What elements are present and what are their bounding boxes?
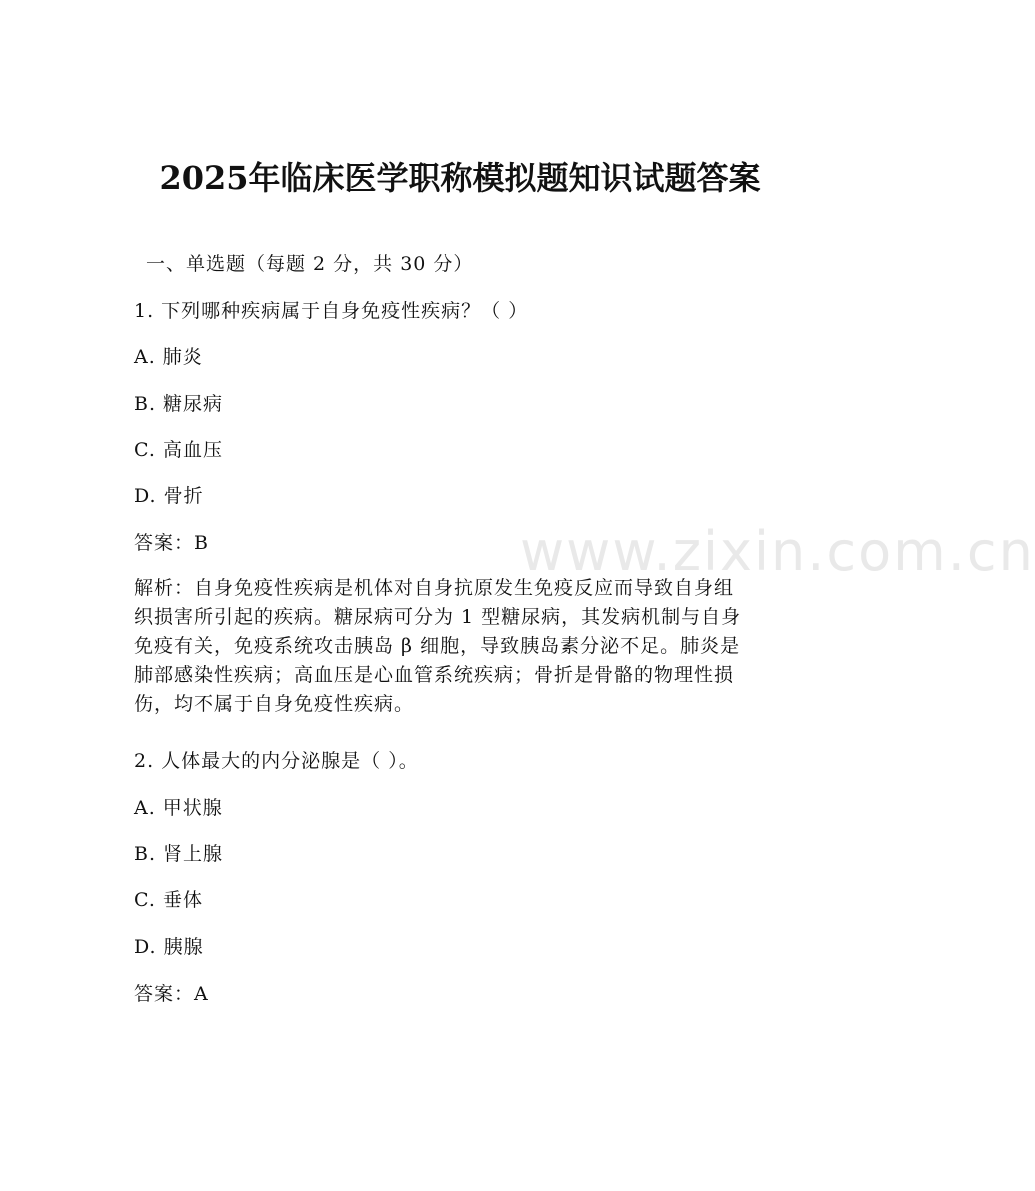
question-2-stem: 2. 人体最大的内分泌腺是（ ）。 (134, 750, 419, 772)
question-2-option-a: A. 甲状腺 (134, 797, 223, 819)
question-1-option-c: C. 高血压 (134, 439, 223, 461)
question-1-option-b: B. 糖尿病 (134, 393, 224, 415)
analysis-line: 免疫有关，免疫系统攻击胰岛 β 细胞，导致胰岛素分泌不足。肺炎是 (134, 635, 741, 657)
analysis-line: 伤，均不属于自身免疫性疾病。 (134, 693, 415, 715)
watermark: www.zixin.com.cn (520, 520, 1035, 583)
question-1-answer: 答案：B (134, 532, 209, 554)
question-2-option-c: C. 垂体 (134, 889, 203, 911)
question-1-option-d: D. 骨折 (134, 485, 204, 507)
analysis-line: 肺部感染性疾病；高血压是心血管系统疾病；骨折是骨骼的物理性损 (134, 664, 735, 686)
question-2-option-d: D. 胰腺 (134, 936, 204, 958)
question-2-option-b: B. 肾上腺 (134, 843, 224, 865)
section-heading: 一、单选题（每题 2 分，共 30 分） (146, 253, 474, 275)
analysis-line: 织损害所引起的疾病。糖尿病可分为 1 型糖尿病，其发病机制与自身 (134, 606, 742, 628)
question-1-option-a: A. 肺炎 (134, 346, 203, 368)
document-title: 2025年临床医学职称模拟题知识试题答案 (159, 159, 761, 197)
analysis-line: 解析：自身免疫性疾病是机体对自身抗原发生免疫反应而导致自身组 (134, 577, 735, 599)
question-1-analysis (134, 574, 782, 719)
question-2-answer: 答案：A (134, 983, 209, 1005)
question-1-stem: 1. 下列哪种疾病属于自身免疫性疾病？（ ） (134, 300, 529, 322)
